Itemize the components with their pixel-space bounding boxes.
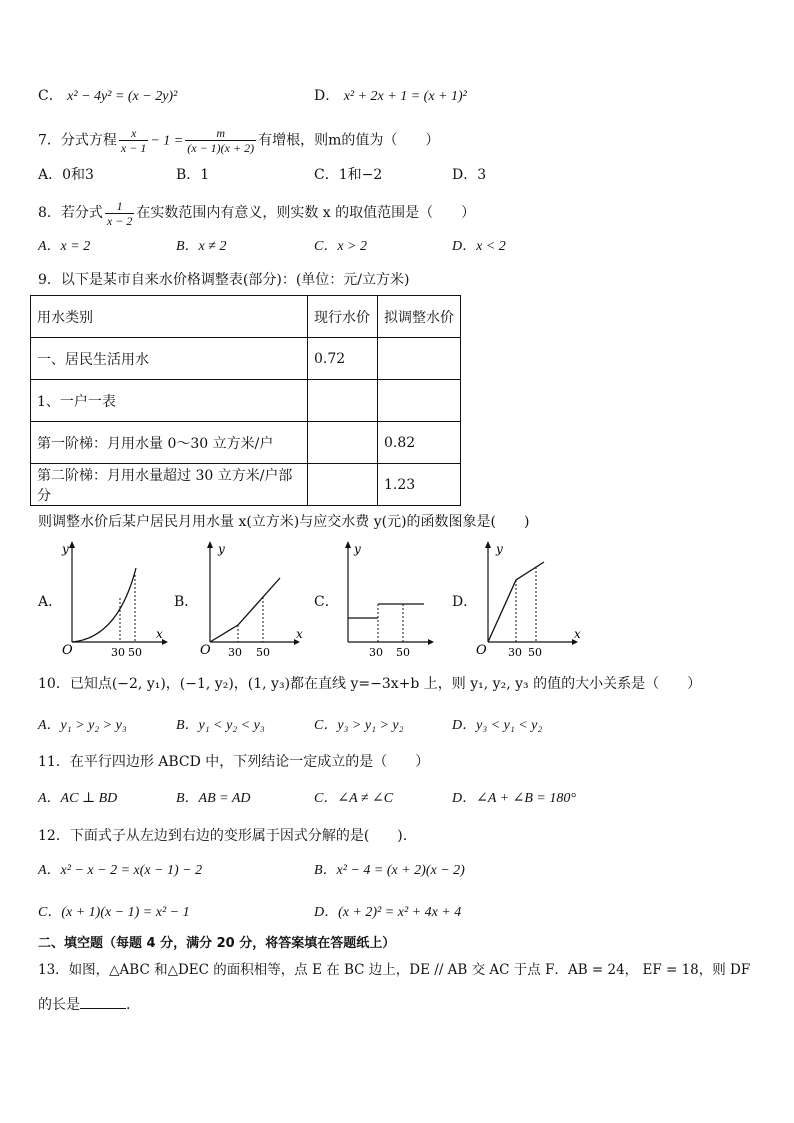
question-9-prompt: 则调整水价后某户居民月用水量 x(立方米)与应交水费 y(元)的函数图象是( ) (38, 514, 530, 530)
q6-option-c: C． x² − 4y² = (x − 2y)² (38, 88, 178, 104)
q10-option-d: D．y₃ < y₁ < y₂ (452, 718, 543, 733)
graph-d-tick-50: 50 (528, 646, 542, 659)
table-cell: 第一阶梯：月用水量 0～30 立方米/户 (31, 422, 308, 464)
question-8: 8．若分式 $\frac{1}{x - 2}$ 在实数范围内有意义，则实数 x 的取值范围是（ ） (38, 198, 476, 228)
table-row (31, 422, 461, 464)
question-7: 7．分式方程 $\frac{x}{x - 1}$ − 1 = $\frac{m}{(x - 1)(x + 2)}$ 有增根，则m的值为（ ） (38, 126, 440, 155)
question-13-line-2: 的长是 . (38, 994, 130, 1015)
q10-option-b: B．y₁ < y₂ < y₃ (176, 718, 265, 733)
q11-option-b: B．AB = AD (176, 791, 251, 806)
q11-option-c: C．∠A ≠ ∠C (314, 791, 394, 806)
answer-blank[interactable] (80, 994, 126, 1009)
q12-option-a: A．x² − x − 2 = x(x − 1) − 2 (38, 863, 203, 878)
graph-c (336, 538, 436, 660)
q8-fraction: $\frac{1}{x - 2}$ (106, 198, 133, 228)
graph-a-x-label: x (156, 627, 163, 641)
q12-option-c: C．(x + 1)(x − 1) = x² − 1 (38, 905, 190, 920)
table-cell: 0.82 (378, 422, 461, 464)
q6-option-d-expr: x² + 2x + 1 = (x + 1)² (343, 89, 467, 104)
table-row (31, 464, 461, 506)
graph-a-y-label: y (62, 542, 69, 556)
graph-a-origin: O (62, 643, 73, 658)
table-cell: 1.23 (378, 464, 461, 506)
question-10: 10．已知点(−2, y₁)，(−1, y₂)，(1, y₃)都在直线 y=−3x+b 上，则 y₁, y₂, y₃ 的值的大小关系是（ ） (38, 676, 702, 692)
table-row (31, 338, 461, 380)
graph-option-a-label: A． (38, 594, 63, 610)
graph-b-tick-50: 50 (256, 646, 270, 659)
graph-d-tick-30: 30 (508, 646, 522, 659)
table-header-cell: 用水类别 (31, 296, 308, 338)
graph-d-x-label: x (574, 627, 581, 641)
question-12: 12．下面式子从左边到右边的变形属于因式分解的是( ). (38, 828, 408, 844)
graph-a-curve (72, 568, 136, 642)
graph-c-y-label: y (354, 542, 361, 556)
graph-a-tick-30: 30 (111, 646, 125, 659)
q12-option-b: B．x² − 4 = (x + 2)(x − 2) (314, 863, 465, 878)
table-header-row (31, 296, 461, 338)
q7-fraction-1: $\frac{x}{x - 1}$ (120, 126, 147, 155)
q7-option-a: A．0和3 (38, 167, 94, 183)
table-header-cell: 现行水价 (308, 296, 378, 338)
q7-option-d: D．3 (452, 167, 487, 183)
graph-d (474, 538, 584, 660)
table-cell: 1、一户一表 (31, 380, 308, 422)
graph-a (58, 538, 168, 660)
question-13-line-1: 13．如图，△ABC 和△DEC 的面积相等，点 E 在 BC 边上，DE // AB 交 AC 于点 F．AB = 24， EF = 18，则 DF (38, 962, 751, 978)
q10-option-a: A．y₁ > y₂ > y₃ (38, 718, 127, 733)
table-cell (308, 422, 378, 464)
graph-d-y-label: y (496, 542, 503, 556)
graph-b-tick-30: 30 (228, 646, 242, 659)
q10-option-c: C．y₃ > y₁ > y₂ (314, 718, 404, 733)
water-price-table (30, 295, 461, 506)
graph-b-y-label: y (218, 542, 225, 556)
graph-a-tick-50: 50 (128, 646, 142, 659)
table-cell: 0.72 (308, 338, 378, 380)
graph-c-tick-50: 50 (396, 646, 410, 659)
table-cell (378, 380, 461, 422)
q8-option-b: B．x ≠ 2 (176, 239, 227, 254)
graph-c-tick-30: 30 (369, 646, 383, 659)
graph-b-line (210, 578, 280, 642)
q11-option-d: D．∠A + ∠B = 180° (452, 791, 576, 806)
table-cell (308, 464, 378, 506)
q7-fraction-2: $\frac{m}{(x - 1)(x + 2)}$ (187, 126, 255, 155)
graph-b-origin: O (200, 643, 211, 658)
q11-option-a: A．AC ⊥ BD (38, 791, 118, 806)
graph-option-d-label: D． (452, 594, 478, 610)
graph-b-x-label: x (296, 627, 303, 641)
table-cell: 第二阶梯：月用水量超过 30 立方米/户部分 (31, 464, 308, 506)
table-header-cell: 拟调整水价 (378, 296, 461, 338)
table-cell (378, 338, 461, 380)
table-cell: 一、居民生活用水 (31, 338, 308, 380)
graph-b (196, 538, 306, 660)
graph-option-b-label: B． (174, 594, 199, 610)
section-2-title: 二、填空题（每题 4 分，满分 20 分，将答案填在答题纸上） (38, 936, 396, 951)
question-9-intro: 9．以下是某市自来水价格调整表(部分)：(单位：元/立方米) (38, 272, 410, 288)
graph-d-origin: O (476, 643, 487, 658)
q6-option-c-expr: x² − 4y² = (x − 2y)² (67, 89, 178, 104)
graph-option-c-label: C． (314, 594, 339, 610)
q8-option-a: A．x = 2 (38, 239, 91, 254)
q8-option-c: C．x > 2 (314, 239, 367, 254)
table-row (31, 380, 461, 422)
q8-option-d: D．x < 2 (452, 239, 506, 254)
q12-option-d: D．(x + 2)² = x² + 4x + 4 (314, 905, 462, 920)
table-cell (308, 380, 378, 422)
q7-option-b: B．1 (176, 167, 210, 183)
question-11: 11．在平行四边形 ABCD 中，下列结论一定成立的是（ ） (38, 754, 430, 770)
q7-option-c: C．1和−2 (314, 167, 383, 183)
q6-option-d: D． x² + 2x + 1 = (x + 1)² (314, 88, 467, 104)
